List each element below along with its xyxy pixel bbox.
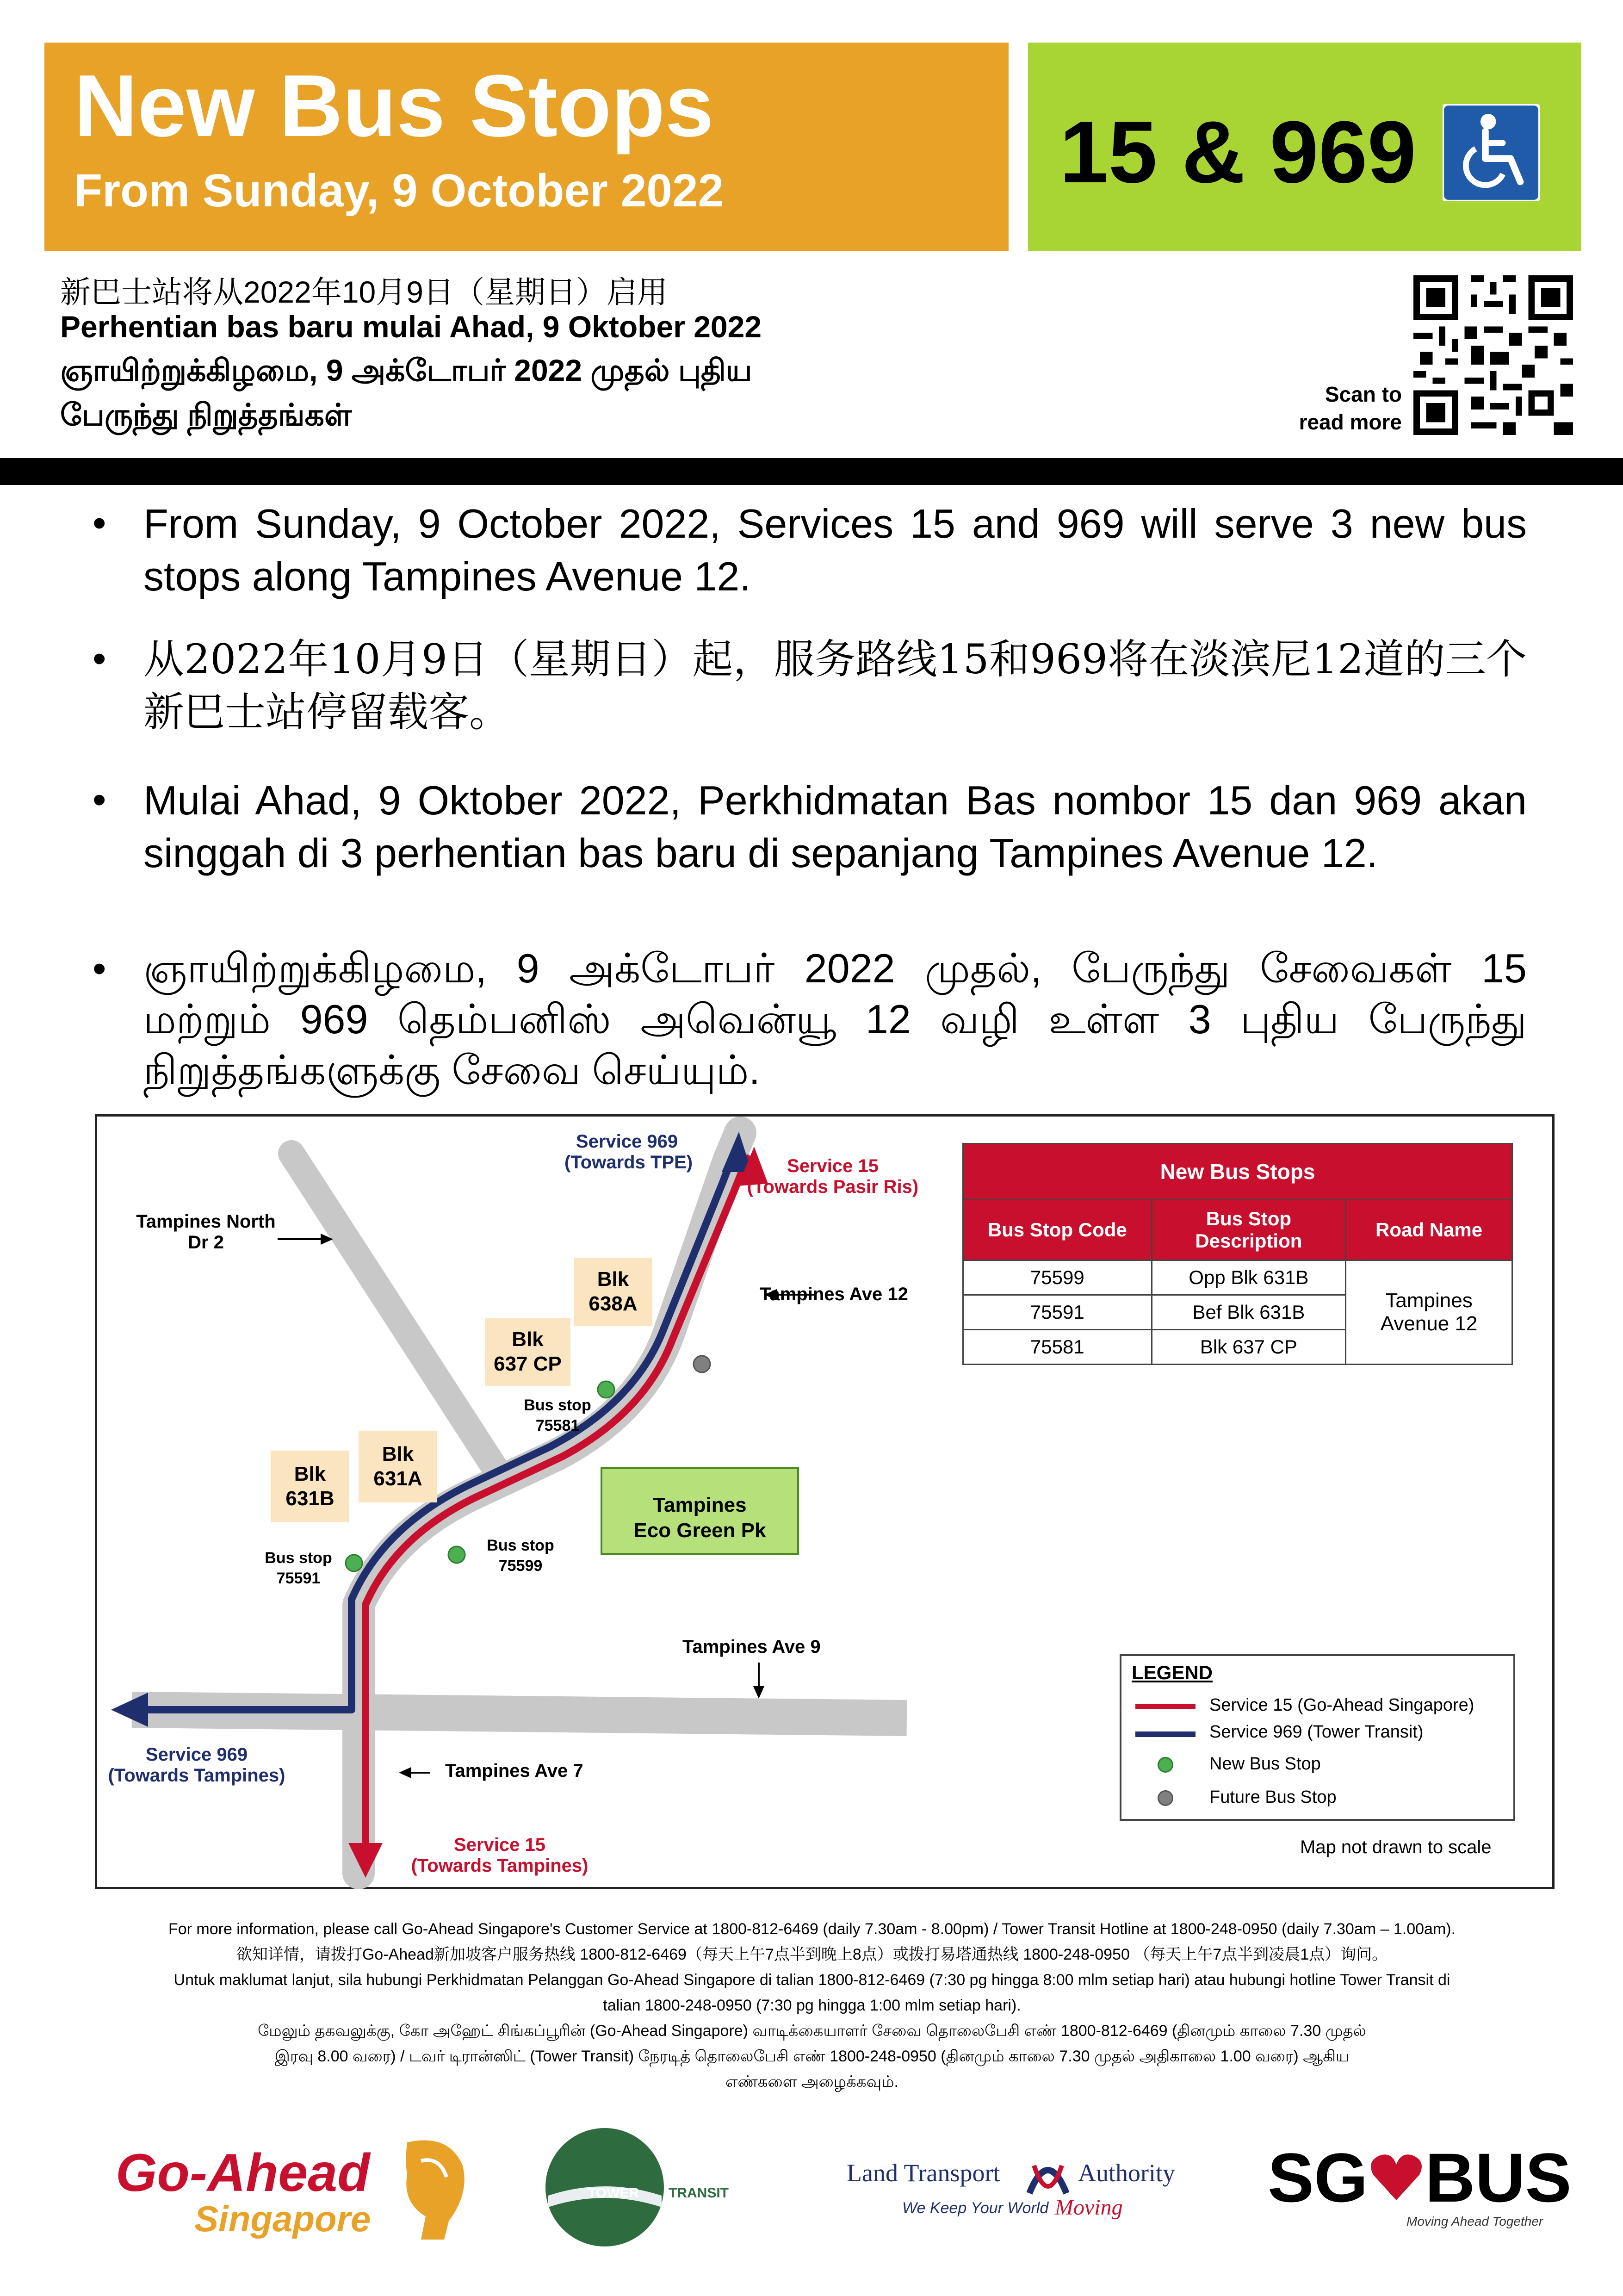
map-not-to-scale: Map not drawn to scale [1300,1837,1492,1857]
label-tampines-ave-7: Tampines Ave 7 [445,1761,583,1781]
footer-tamil-3: எண்களை அழைக்கவும். [725,2073,898,2091]
block-638a: Blk 638A [574,1258,652,1326]
block-631b: Blk 631B [271,1451,349,1522]
scan-label-2: read more [1299,410,1402,434]
title-tamil-line1: ஞாயிற்றுக்கிழமை, 9 அக்டோபர் 2022 முதல் புதிய [60,353,752,387]
wheelchair-icon [1443,104,1540,201]
legend-future-stop-icon [1158,1790,1173,1806]
bullet-marker: • [93,501,106,545]
label-tampines-ave-12: Tampines Ave 12 [760,1284,908,1304]
legend-line-service-969 [1135,1731,1196,1737]
footer-chinese: 欲知详情，请拨打Go-Ahead新加坡客户服务热线 1800-812-6469（每天上午7点半到晚上8点）或拨打易塔通热线 1800-248-0950 （每天上午7点半到凌晨1点）询问。 [236,1946,1388,1963]
block-637cp: Blk 637 CP [485,1318,570,1386]
table-header-code: Bus Stop Code [963,1200,1152,1260]
label-bus-stop-75599: Bus stop [487,1537,554,1554]
legend-title: LEGEND [1132,1662,1213,1683]
lta-logo: Land Transport Authority We Keep Your World Moving [847,2145,1180,2237]
legend-service-969: Service 969 (Tower Transit) [1209,1722,1424,1742]
footer-english: For more information, please call Go-Ahead Singapore's Customer Service at 1800-812-6469 (daily 7.30am - 8.00pm) / Tower Transit Hotline at 1800-248-0950 (daily 7.30am – 1.00am). [168,1920,1456,1938]
cell-description: Opp Blk 631B [1152,1260,1346,1295]
legend-line-service-15 [1135,1704,1196,1709]
label-bus-stop-75591: Bus stop [265,1549,332,1567]
cell-code: 75599 [963,1260,1152,1295]
go-ahead-logo: Go-Ahead Singapore [116,2133,472,2240]
bullet-text-tamil: ஞாயிற்றுக்கிழமை, 9 அக்டோபர் 2022 முதல், பேருந்து சேவைகள் 15 மற்றும் 969 தெம்பனிஸ் அவென்யூ 12 வழி உள்ள 3 புதிய பேருந்து நிறுத்தங்களுக்கு சேவை செய்யும். [143,945,1527,1093]
label-service-15-top-dir: (Towards Pasir Ris) [747,1177,919,1197]
legend-new-stop: New Bus Stop [1209,1754,1321,1774]
service-969-arrow-left [111,1693,148,1727]
page-title: New Bus Stops [74,57,714,155]
divider-bar [0,458,1623,485]
merlion-icon [393,2133,472,2240]
map-legend [1120,1654,1515,1821]
label-tampines-ave-9: Tampines Ave 9 [682,1637,821,1657]
bullet-marker: • [93,778,106,821]
page-subtitle: From Sunday, 9 October 2022 [74,165,724,217]
label-bus-stop-75591-code: 75591 [276,1570,321,1588]
bullet-marker: • [93,947,106,990]
legend-service-15: Service 15 (Go-Ahead Singapore) [1209,1695,1474,1715]
bus-stop-75599 [448,1546,465,1563]
label-service-15-bottom: Service 15 [454,1835,545,1855]
label-tampines-north-dr2: Tampines North [136,1211,276,1232]
bullet-text-malay: Mulai Ahad, 9 Oktober 2022, Perkhidmatan Bas nombor 15 dan 969 akan singgah di 3 perhentian bas baru di sepanjang Tampines Avenue 12. [143,777,1527,876]
heart-icon [1369,2152,1424,2203]
road-tampines-north-dr2 [291,1154,494,1466]
sgbus-logo: SG BUS Moving Ahead Together [1268,2139,1572,2228]
label-service-969-top-dir: (Towards TPE) [564,1152,693,1173]
title-tamil-line2: பேருந்து நிறுத்தங்கள் [60,397,352,432]
qr-code[interactable] [1413,275,1573,435]
label-service-969-left: Service 969 [145,1744,248,1765]
label-bus-stop-75581-code: 75581 [535,1417,580,1435]
cell-code: 75591 [963,1295,1152,1330]
bullet-marker: • [93,637,106,680]
bus-stop-75591 [346,1555,362,1571]
title-malay: Perhentian bas baru mulai Ahad, 9 Oktober 2022 [60,310,762,344]
cell-code: 75581 [963,1330,1152,1365]
table-title: New Bus Stops [963,1144,1512,1200]
label-tampines-north-dr2-2: Dr 2 [188,1232,224,1253]
label-bus-stop-75599-code: 75599 [498,1557,543,1575]
block-631a: Blk 631A [359,1431,437,1502]
legend-future-stop: Future Bus Stop [1209,1787,1337,1807]
bullet-text-english: From Sunday, 9 October 2022, Services 15 and 969 will serve 3 new bus stops along Tampines Avenue 12. [143,501,1527,600]
label-service-15-top: Service 15 [787,1156,879,1176]
label-bus-stop-75581: Bus stop [524,1396,591,1414]
scan-label: Scan to [1325,382,1402,406]
label-park: Tampines [653,1494,747,1516]
footer-malay-2: talian 1800-248-0950 (7:30 pg hingga 1:00 mlm setiap hari). [603,1997,1021,2014]
footer-tamil-1: மேலும் தகவலுக்கு, கோ அஹேட் சிங்கப்பூரின் (Go-Ahead Singapore) வாடிக்கையாளர் சேவை தொலைபேசி எண் 1800-812-6469 (தினமும் காலை 7.30 முதல் [258,2022,1366,2040]
cell-description: Blk 637 CP [1152,1330,1346,1365]
table-header-road: Road Name [1346,1200,1512,1260]
legend-new-stop-icon [1158,1757,1173,1773]
label-service-969-left-dir: (Towards Tampines) [108,1765,285,1786]
table-row [963,1260,1512,1295]
bullet-text-chinese: 从2022年10月9日（星期日）起，服务路线15和969将在淡滨尼12道的三个新巴士站停留载客。 [143,635,1527,736]
title-chinese: 新巴士站将从2022年10月9日（星期日）启用 [60,275,668,309]
new-bus-stops-table [962,1143,1513,1365]
footer-tamil-2: இரவு 8.00 வரை) / டவர் டிரான்ஸிட் (Tower Transit) நேரடித் தொலைபேசி எண் 1800-248-0950 (தினமும் காலை 7.30 முதல் அதிகாலை 1.00 வரை) ஆகிய [274,2048,1350,2065]
cell-road-name: Tampines Avenue 12 [1346,1260,1512,1365]
future-bus-stop [694,1356,710,1372]
services-number: 15 & 969 [1059,103,1417,201]
table-header-description: Bus Stop Description [1152,1200,1346,1260]
tower-transit-logo: TOWER TRANSIT [544,2126,666,2249]
footer-malay-1: Untuk maklumat lanjut, sila hubungi Perkhidmatan Pelanggan Go-Ahead Singapore di talian 1800-812-6469 (7:30 pg hingga 8:00 mlm setiap hari) atau hubungi hotline Tower Transit di [173,1971,1450,1989]
label-park-2: Eco Green Pk [633,1519,766,1542]
cell-description: Bef Blk 631B [1152,1295,1346,1330]
label-service-969-top: Service 969 [576,1131,678,1152]
label-service-15-bottom-dir: (Towards Tampines) [411,1855,588,1876]
